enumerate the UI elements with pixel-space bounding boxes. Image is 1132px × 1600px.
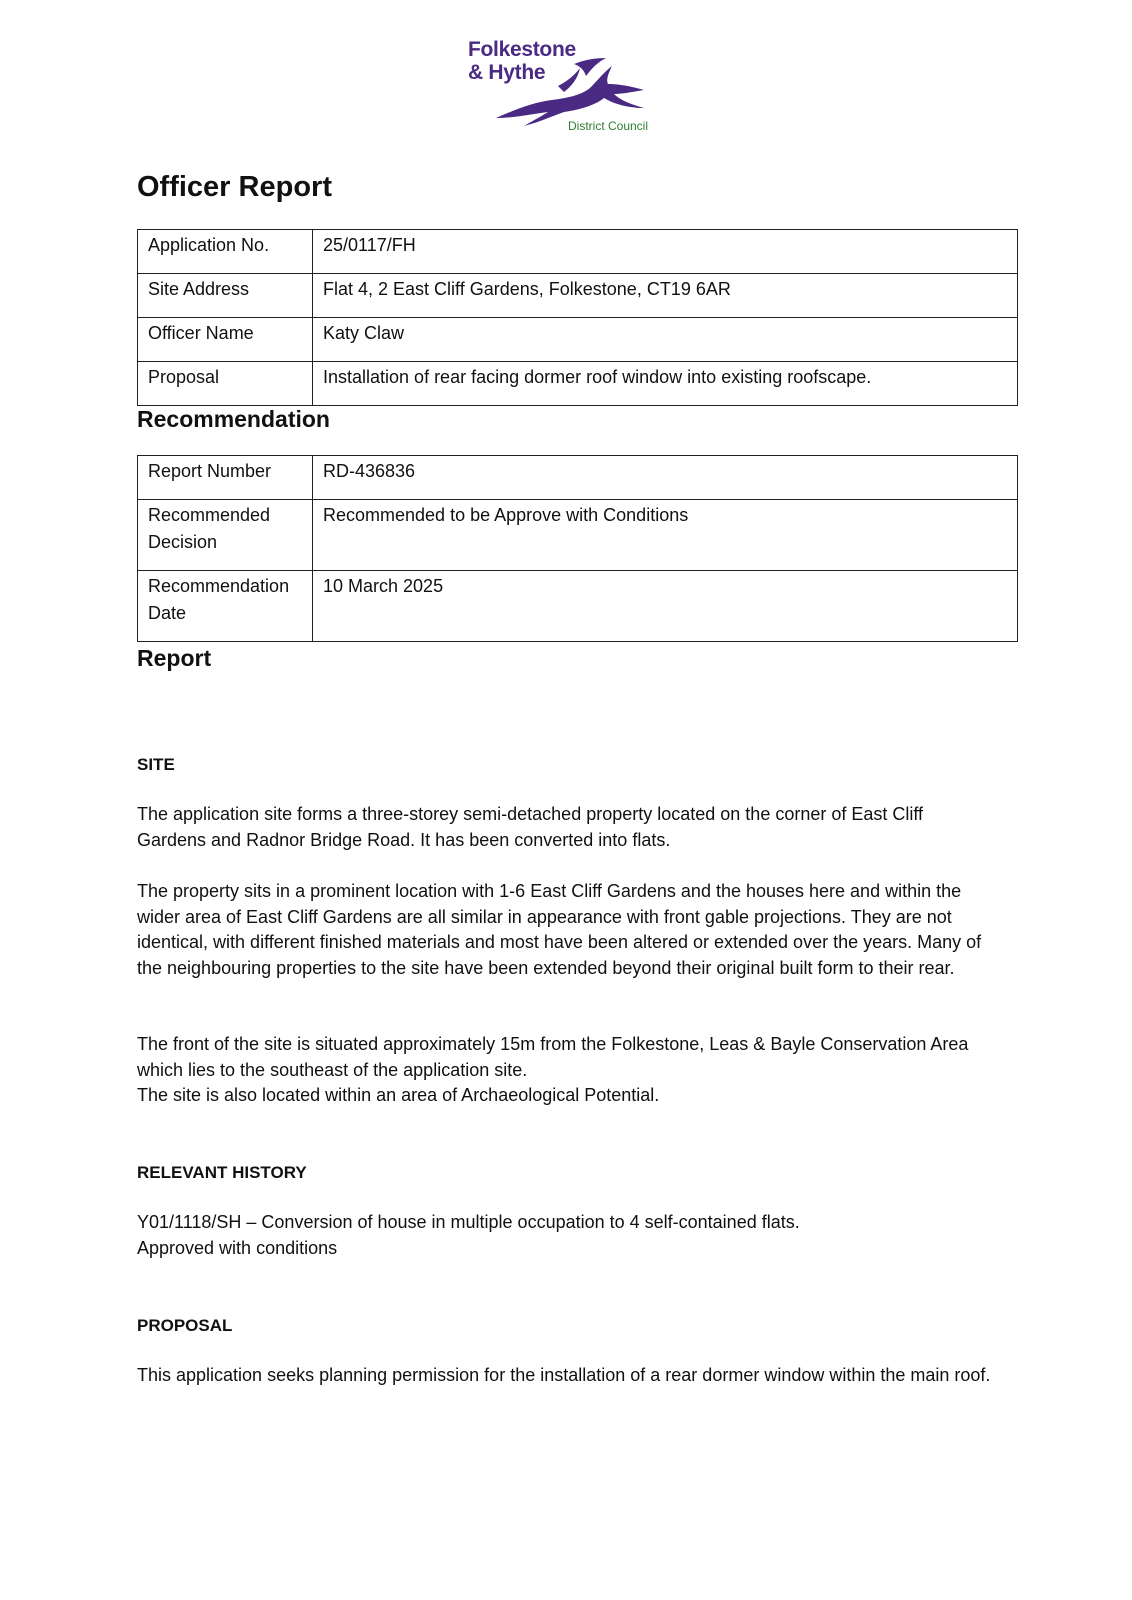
council-logo xyxy=(468,38,668,138)
table-value: RD-436836 xyxy=(313,456,1018,500)
table-row xyxy=(138,500,1018,571)
logo-line-1: Folkestone xyxy=(468,38,576,61)
table-row xyxy=(138,230,1018,274)
logo-line-2: & Hythe xyxy=(468,61,546,84)
table-label: Recommendation Date xyxy=(138,571,313,642)
table-row xyxy=(138,571,1018,642)
recommendation-table xyxy=(137,455,1018,642)
proposal-paragraph: This application seeks planning permission for the installation of a rear dormer window within the main roof. xyxy=(137,1365,991,1385)
site-paragraph-2: The property sits in a prominent location with 1-6 East Cliff Gardens and the houses here and within the wider area of East Cliff Gardens are all similar in appearance with front gable projections. They are not identical, with different finished materials and most have been altered or extended over the years. Many of the neighbouring properties to the site have been extended beyond their original built form to their rear. xyxy=(137,881,982,978)
history-heading: RELEVANT HISTORY xyxy=(137,1163,307,1182)
table-value: Katy Claw xyxy=(313,318,1018,362)
table-value: Recommended to be Approve with Conditions xyxy=(313,500,1018,571)
application-details-table xyxy=(137,229,1018,406)
site-paragraph-4: The site is also located within an area of Archaeological Potential. xyxy=(137,1085,660,1105)
table-value: Flat 4, 2 East Cliff Gardens, Folkestone, CT19 6AR xyxy=(313,274,1018,318)
site-paragraph-1: The application site forms a three-storey semi-detached property located on the corner of East Cliff Gardens and Radnor Bridge Road. It has been converted into flats. xyxy=(137,804,924,850)
report-heading: Report xyxy=(137,645,212,671)
history-line-2: Approved with conditions xyxy=(137,1238,338,1258)
site-paragraph-3: The front of the site is situated approximately 15m from the Folkestone, Leas & Bayle Conservation Area which lies to the southeast of the application site. xyxy=(137,1034,969,1080)
table-label: Application No. xyxy=(138,230,313,274)
history-line-1: Y01/1118/SH – Conversion of house in multiple occupation to 4 self-contained flats. xyxy=(137,1212,800,1232)
table-label: Site Address xyxy=(138,274,313,318)
table-label: Proposal xyxy=(138,362,313,406)
table-row xyxy=(138,456,1018,500)
proposal-heading: PROPOSAL xyxy=(137,1316,233,1335)
recommendation-heading: Recommendation xyxy=(137,406,330,432)
table-label: Officer Name xyxy=(138,318,313,362)
logo-subtitle: District Council xyxy=(568,119,649,133)
table-value: Installation of rear facing dormer roof window into existing roofscape. xyxy=(313,362,1018,406)
table-label: Recommended Decision xyxy=(138,500,313,571)
running-horse-icon xyxy=(494,56,654,128)
table-value: 25/0117/FH xyxy=(313,230,1018,274)
table-value: 10 March 2025 xyxy=(313,571,1018,642)
site-heading: SITE xyxy=(137,755,175,774)
table-row xyxy=(138,362,1018,406)
page-title: Officer Report xyxy=(137,171,332,203)
table-row xyxy=(138,274,1018,318)
table-label: Report Number xyxy=(138,456,313,500)
table-row xyxy=(138,318,1018,362)
